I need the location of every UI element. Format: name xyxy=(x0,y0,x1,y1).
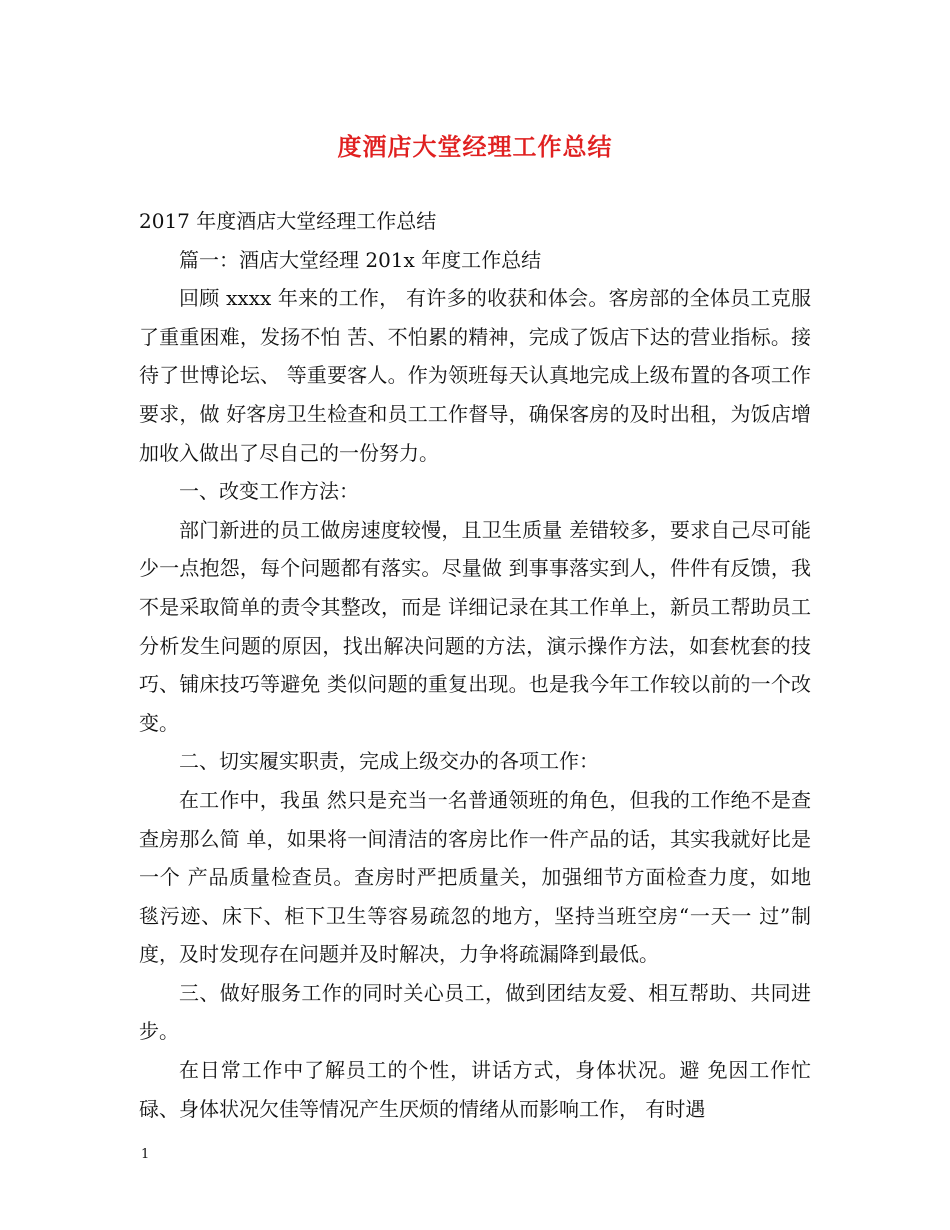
paragraph-duties: 在工作中，我虽 然只是充当一名普通领班的角色，但我的工作绝不是查查房那么简 单，如果将一间清洁的客房比作一件产品的话，其实我就好比是一个 产品质量检查员。查房时严把质量关，加强细节方面检查力度，如地 毯污迹、床下、柜下卫生等容易疏忽的地方，坚持当班空房“一天一 过”制度，及时发现存在问题并及时解决，力争将疏漏降到最低。 xyxy=(139,787,811,967)
page-number: 1 xyxy=(141,1147,150,1162)
document-title: 度酒店大堂经理工作总结 xyxy=(337,132,613,161)
paragraph-heading-2: 二、切实履实职责，完成上级交办的各项工作： xyxy=(179,749,599,774)
paragraph-review: 回顾 xxxx 年来的工作， 有许多的收获和体会。客房部的全体员工克服了重重困难，发扬不怕 苦、不怕累的精神，完成了饭店下达的营业指标。接待了世博论坛、 等重要客人。作为领班每天认真地完成上级布置的各项工作要求，做 好客房卫生检查和员工工作督导，确保客房的及时出租，为饭店增加收入做出了尽自己的一份努力。 xyxy=(139,286,811,465)
paragraph-section-heading: 篇一：酒店大堂经理 201x 年度工作总结 xyxy=(179,247,542,272)
document-body xyxy=(139,202,811,1128)
paragraph-care: 在日常工作中了解员工的个性，讲话方式，身体状况。避 免因工作忙碌、身体状况欠佳等情况产生厌烦的情绪从而影响工作， 有时遇 xyxy=(139,1058,811,1121)
paragraph-heading-3: 三、做好服务工作的同时关心员工，做到团结友爱、相互帮助、共同进步。 xyxy=(139,980,811,1044)
paragraph-method: 部门新进的员工做房速度较慢，且卫生质量 差错较多，要求自己尽可能少一点抱怨，每个问题都有落实。尽量做 到事事落实到人，件件有反馈，我不是采取简单的责令其整改，而是 详细记录在其工作单上，新员工帮助员工分析发生问题的原因，找出解决问题的方法，演示操作方法，如套枕套的技巧、铺床技巧等避免 类似问题的重复出现。也是我今年工作较以前的一个改变。 xyxy=(139,517,811,735)
paragraph-heading-1: 一、改变工作方法： xyxy=(179,479,359,504)
paragraph-subtitle: 2017 年度酒店大堂经理工作总结 xyxy=(139,209,437,233)
